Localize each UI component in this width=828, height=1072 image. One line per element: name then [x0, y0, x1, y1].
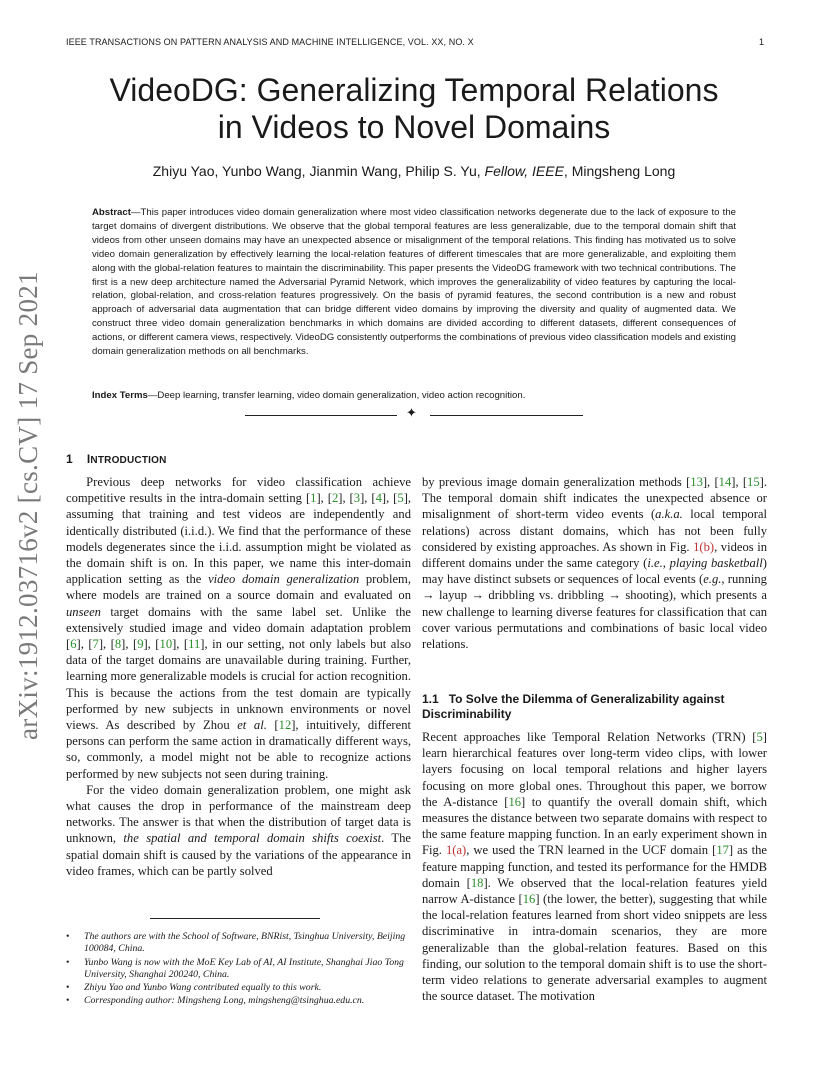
intro-paragraph-2: For the video domain generalization problem, one might ask what causes the drop in performance of the mainstream deep networks. The answer is that when the distribution of target data is unknown, the spatial and temporal domain shifts coexist. The spatial domain shift is caused by the variations of the appearance in video frames, which can be partly solved	[66, 782, 411, 878]
section-number: 1	[66, 452, 73, 466]
intro-paragraph-1: Previous deep networks for video classification achieve competitive results in the intra-domain setting [1], [2], [3], [4], [5], assuming that training and test videos are independently and identically distributed (i.i.d.). We find that the performance of these models degenerates since the i.i.d. assumption might be violated as the domain shift is on. In this paper, we name this inter-domain application setting as the video domain generalization problem, where models are trained on a source domain and evaluated on unseen target domains with the same label set. Unlike the extensively studied image and video domain adaptation problem [6], [7], [8], [9], [10], [11], in our setting, not only labels but also data of the target domains are unavailable during training. Further, learning more generalizable models is crucial for action recognition. This is because the actions from the test domain are typically performed by new subjects in unknown environments or novel views. As described by Zhou et al. [12], intuitively, different persons can perform the same action in dramatically different ways, so, commonly, a model might not be able to recognize actions performed by new subjects not seen during training.	[66, 475, 412, 781]
footnote-item: • Yunbo Wang is now with the MoE Key Lab of AI, AI Institute, Shanghai Jiao Tong University, Shanghai 200240, China.	[66, 957, 411, 982]
subsection-number: 1.1	[422, 692, 439, 706]
subsection-title: To Solve the Dilemma of Generalizability against Discriminability	[422, 692, 725, 721]
section-heading-introduction	[66, 452, 167, 466]
left-column	[66, 474, 411, 879]
journal-header: IEEE TRANSACTIONS ON PATTERN ANALYSIS AND MACHINE INTELLIGENCE, VOL. XX, NO. X	[66, 37, 474, 47]
arxiv-stamp: arXiv:1912.03716v2 [cs.CV] 17 Sep 2021	[13, 271, 43, 740]
right-column-top	[422, 474, 767, 652]
paper-title	[66, 72, 762, 146]
divider-right	[430, 415, 583, 416]
index-terms-label: Index Terms	[92, 390, 148, 401]
footnote-item: • Corresponding author: Mingsheng Long, mingsheng@tsinghua.edu.cn.	[66, 995, 411, 1007]
section-title-first: I	[86, 452, 91, 466]
section-title-rest: NTRODUCTION	[90, 455, 167, 466]
author-last: , Mingsheng Long	[563, 163, 676, 179]
index-terms	[92, 389, 736, 402]
subsection-paragraph: Recent approaches like Temporal Relation Networks (TRN) [5] learn hierarchical features over long-term video clips, with lower layers focusing on local temporal relations and higher layers focusing on more global ones. Throughout this paper, we borrow the A-distance [16] to quantify the overall domain shift, which measures the distance between two separate domains with respect to the same feature mapping function. In an early experiment shown in Fig. 1(a), we used the TRN learned in the UCF domain [17] as the feature mapping function, and tested its performance for the HMDB domain [18]. We observed that the local-relation features yield narrow A-distance [16] (the lower, the better), suggesting that while the local-relation features learned from short video snippets are less discriminative in intra-domain scenarios, they are more generalizable than the global-relation features. Based on this finding, our solution to the temporal domain shift is to use the short-term video relations to generate adversarial examples to augment the source dataset. The motivation	[422, 730, 768, 1004]
author-list	[66, 163, 762, 179]
intro-paragraph-2-continued: by previous image domain generalization methods [13], [14], [15]. The temporal domain shift indicates the unexpected absence or misalignment of short-term video events (a.k.a. local temporal relations) across distant domains, which has not been fully considered by existing approaches. As shown in Fig. 1(b), videos in different domains under the same category (i.e., playing basketball) may have distinct subsets or sequences of local events (e.g., running → layup → dribbling vs. dribbling → shooting), which presents a new challenge to learning diverse features for classification that can cover various permutations and combinations of basic local video relations.	[422, 475, 767, 652]
abstract	[92, 206, 736, 359]
author-fellow: Fellow, IEEE	[484, 163, 564, 179]
footnote-item: • The authors are with the School of Software, BNRist, Tsinghua University, Beijing 100084, China.	[66, 931, 411, 956]
divider-diamond-icon: ✦	[406, 406, 417, 421]
abstract-label: Abstract	[92, 207, 131, 218]
page-number: 1	[758, 37, 764, 47]
footnotes	[66, 931, 411, 1009]
index-terms-text: —Deep learning, transfer learning, video domain generalization, video action recognition.	[147, 390, 526, 401]
footnote-item: • Zhiyu Yao and Yunbo Wang contributed equally to this work.	[66, 982, 411, 994]
right-column-bottom	[422, 729, 767, 1004]
abstract-text: —This paper introduces video domain generalization where most video classification networks degenerate due to the lack of exposure to the target domains of divergent distributions. We observe that the global temporal features are less generalizable, due to the temporal domain shift that videos from other unseen domains may have an unexpected absence or misalignment of the temporal relations. This finding has motivated us to solve video domain generalization by effectively learning the local-relation features of different timescales that are more generalizable, and exploiting them along with the global-relation features to maintain the discriminability. This paper presents the VideoDG framework with two technical contributions. The first is a new deep architecture named the Adversarial Pyramid Network, which improves the generalizability of video features by capturing the local-relation, global-relation, and cross-relation features progressively. On the basis of pyramid features, the second contribution is a new and robust approach of adversarial data augmentation that can bridge different video domains by improving the diversity and quality of augmented data. We construct three video domain generalization benchmarks in which domains are divided according to different datasets, different consequences of actions, or different camera views, respectively. VideoDG consistently outperforms the combinations of previous video classification models and existing domain generalization methods on all benchmarks.	[92, 207, 736, 358]
author-names: Zhiyu Yao, Yunbo Wang, Jianmin Wang, Philip S. Yu,	[152, 163, 481, 179]
title-line-1: VideoDG: Generalizing Temporal Relations	[109, 72, 719, 108]
subsection-heading	[422, 692, 767, 722]
title-line-2: in Videos to Novel Domains	[217, 109, 611, 145]
divider-left	[245, 415, 397, 416]
footnote-rule	[150, 918, 320, 919]
